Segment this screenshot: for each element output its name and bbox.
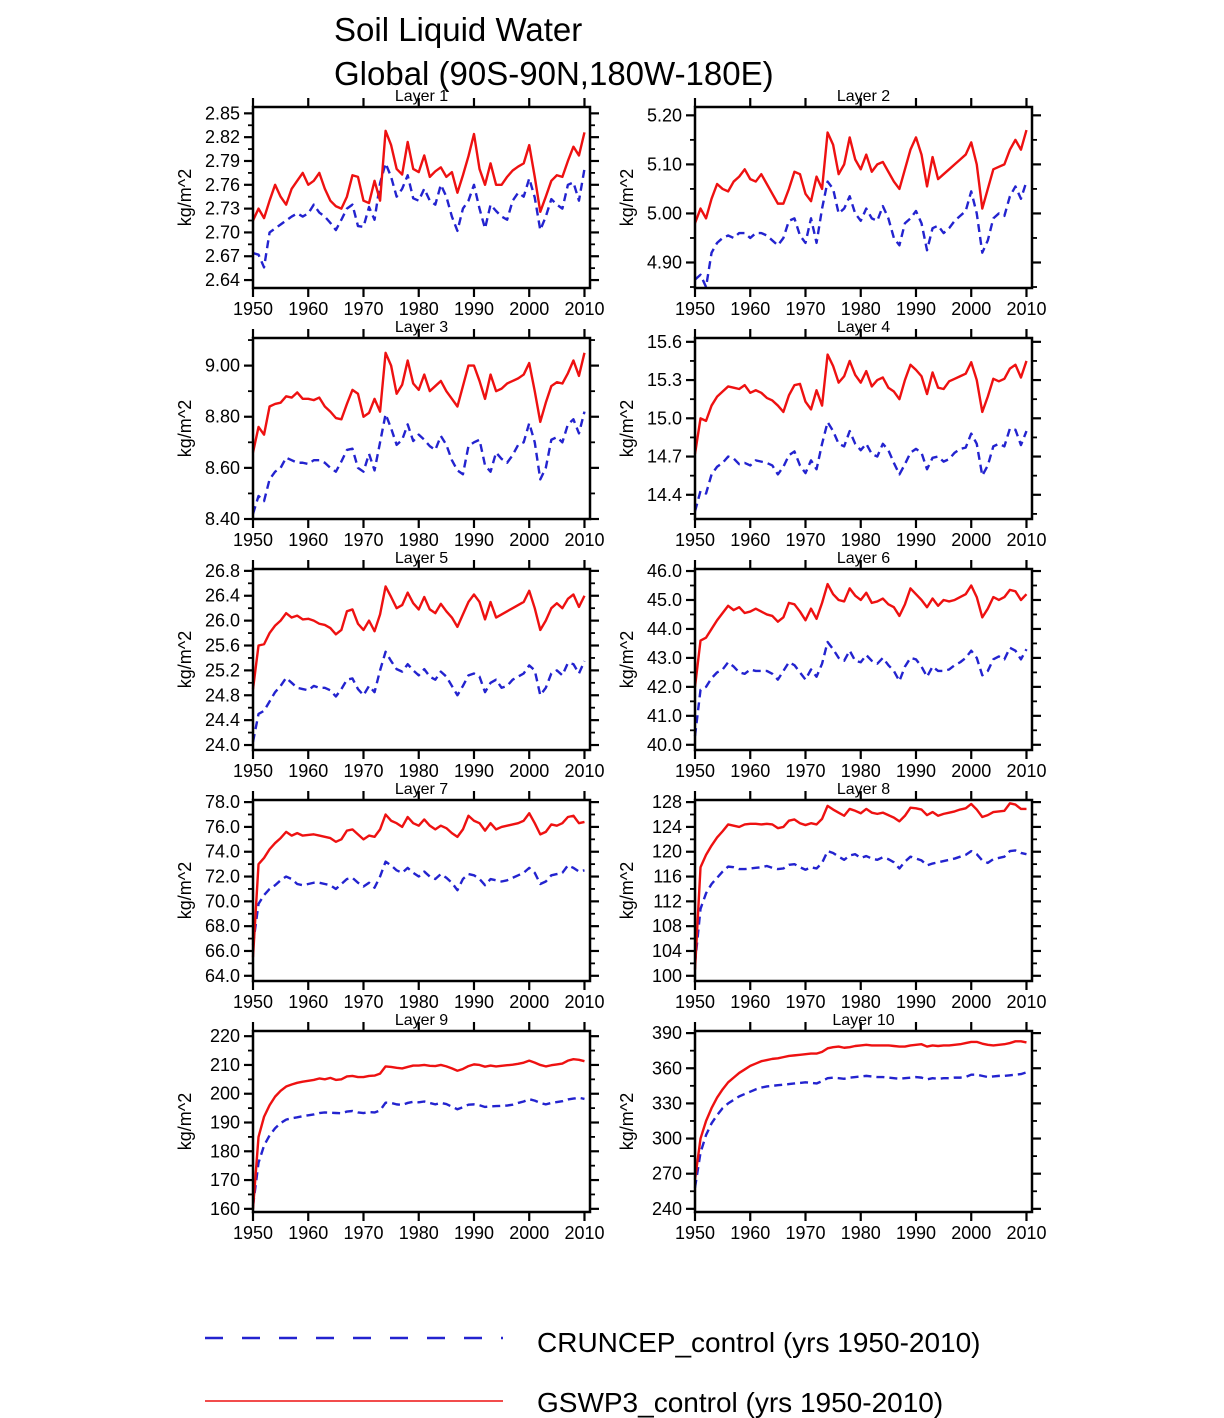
legend-label-gswp3: GSWP3_control (yrs 1950-2010): [537, 1387, 944, 1418]
x-tick-label: 2000: [509, 299, 550, 319]
x-tick-label: 1960: [730, 299, 771, 319]
y-tick-label: 8.80: [204, 406, 240, 427]
panel-layer-1: [175, 88, 604, 319]
y-tick-label: 45.0: [646, 589, 682, 610]
chart-subtitle: Global (90S-90N,180W-180E): [334, 55, 774, 92]
x-tick-label: 1990: [895, 299, 937, 319]
y-tick-label: 14.4: [646, 484, 682, 505]
y-tick-label: 40.0: [646, 734, 682, 755]
panel-layer-8: [617, 781, 1046, 1012]
x-tick-label: 1990: [453, 761, 495, 781]
x-tick-label: 2000: [951, 530, 992, 550]
y-tick-label: 46.0: [646, 561, 682, 582]
x-tick-label: 1970: [785, 761, 826, 781]
x-tick-label: 1960: [730, 761, 771, 781]
panel-title: Layer 4: [836, 319, 891, 336]
y-tick-label: 190: [209, 1112, 240, 1133]
y-tick-label: 170: [209, 1170, 240, 1191]
y-tick-label: 68.0: [204, 916, 240, 937]
series-gswp3_control-line: [253, 353, 584, 453]
y-tick-label: 200: [209, 1083, 240, 1104]
x-tick-label: 2010: [564, 1223, 605, 1243]
y-tick-label: 26.4: [204, 585, 240, 606]
series-gswp3_control-line: [695, 584, 1026, 687]
x-tick-label: 2010: [1006, 992, 1047, 1012]
y-axis-label: kg/m^2: [175, 630, 195, 689]
panel-title: Layer 8: [836, 781, 891, 798]
x-tick-label: 1960: [730, 530, 771, 550]
y-tick-label: 14.7: [646, 446, 682, 467]
x-tick-label: 2010: [564, 299, 605, 319]
x-tick-label: 1980: [840, 1223, 881, 1243]
y-tick-label: 15.6: [646, 331, 682, 352]
series-cruncep_control-line: [253, 1098, 584, 1206]
series-cruncep_control-line: [695, 182, 1026, 287]
y-tick-label: 26.8: [204, 560, 240, 581]
y-axis-label: kg/m^2: [617, 1092, 637, 1151]
x-tick-label: 1960: [730, 1223, 771, 1243]
series-gswp3_control-line: [253, 1059, 584, 1209]
series-cruncep_control-line: [695, 642, 1026, 736]
x-tick-label: 1980: [840, 299, 881, 319]
x-tick-label: 2000: [509, 992, 550, 1012]
series-gswp3_control-line: [253, 813, 584, 957]
y-tick-label: 116: [653, 866, 682, 887]
x-tick-label: 2010: [1006, 1223, 1047, 1243]
panel-layer-10: [617, 1012, 1046, 1243]
y-tick-label: 112: [653, 891, 682, 912]
series-gswp3_control-line: [695, 803, 1026, 969]
y-axis-label: kg/m^2: [175, 168, 195, 227]
y-tick-label: 4.90: [646, 252, 682, 273]
y-axis-label: kg/m^2: [617, 861, 637, 920]
panel-layer-7: [175, 781, 604, 1012]
y-axis-label: kg/m^2: [175, 399, 195, 458]
y-tick-label: 15.3: [646, 370, 682, 391]
x-tick-label: 1990: [453, 299, 495, 319]
y-tick-label: 41.0: [646, 705, 682, 726]
panel-title: Layer 1: [394, 88, 449, 105]
series-cruncep_control-line: [695, 850, 1026, 963]
x-tick-label: 1950: [674, 1223, 716, 1243]
y-tick-label: 15.0: [646, 408, 682, 429]
y-tick-label: 24.8: [204, 685, 240, 706]
axes-frame: [695, 338, 1032, 519]
y-tick-label: 25.2: [204, 660, 240, 681]
x-tick-label: 1970: [785, 299, 826, 319]
x-tick-label: 1960: [288, 530, 329, 550]
y-tick-label: 66.0: [204, 940, 240, 961]
x-tick-label: 1970: [785, 530, 826, 550]
y-tick-label: 24.0: [204, 735, 240, 756]
x-tick-label: 1950: [232, 530, 274, 550]
x-tick-label: 1990: [453, 1223, 495, 1243]
axes-frame: [253, 338, 590, 519]
y-tick-label: 2.79: [204, 150, 240, 171]
x-tick-label: 1970: [343, 530, 384, 550]
panel-title: Layer 9: [394, 1012, 449, 1029]
axes-frame: [253, 569, 590, 750]
x-tick-label: 1970: [343, 299, 384, 319]
legend: [205, 1338, 503, 1401]
x-tick-label: 1980: [398, 1223, 439, 1243]
series-cruncep_control-line: [253, 412, 584, 514]
y-tick-label: 104: [651, 940, 682, 961]
x-tick-label: 2000: [509, 1223, 550, 1243]
y-axis-label: kg/m^2: [617, 399, 637, 458]
y-tick-label: 70.0: [204, 891, 240, 912]
x-tick-label: 2010: [564, 992, 605, 1012]
panel-title: Layer 7: [394, 781, 449, 798]
y-tick-label: 240: [651, 1198, 682, 1219]
panel-title: Layer 2: [836, 88, 891, 105]
y-tick-label: 330: [651, 1093, 682, 1114]
y-tick-label: 9.00: [204, 355, 240, 376]
series-cruncep_control-line: [695, 1072, 1026, 1187]
panel-layer-2: [617, 88, 1046, 319]
y-tick-label: 2.76: [204, 174, 240, 195]
y-tick-label: 8.60: [204, 457, 240, 478]
x-tick-label: 1990: [895, 761, 937, 781]
panel-title: Layer 5: [394, 550, 449, 567]
x-tick-label: 2000: [951, 761, 992, 781]
series-cruncep_control-line: [253, 652, 584, 742]
x-tick-label: 2000: [951, 1223, 992, 1243]
y-axis-label: kg/m^2: [175, 1092, 195, 1151]
series-cruncep_control-line: [695, 422, 1026, 511]
y-tick-label: 300: [651, 1128, 682, 1149]
series-gswp3_control-line: [695, 130, 1026, 223]
y-tick-label: 108: [651, 916, 682, 937]
x-tick-label: 1990: [895, 992, 937, 1012]
y-tick-label: 2.67: [204, 246, 240, 267]
series-gswp3_control-line: [695, 1041, 1026, 1179]
y-tick-label: 74.0: [204, 841, 240, 862]
y-tick-label: 5.00: [646, 203, 682, 224]
panel-layer-3: [175, 319, 604, 550]
x-tick-label: 1960: [288, 761, 329, 781]
x-tick-label: 2010: [1006, 761, 1047, 781]
panel-title: Layer 10: [832, 1012, 895, 1029]
y-tick-label: 5.20: [646, 105, 682, 126]
panel-title: Layer 3: [394, 319, 449, 336]
y-tick-label: 210: [209, 1054, 240, 1075]
x-tick-label: 1950: [674, 530, 716, 550]
y-tick-label: 72.0: [204, 866, 240, 887]
axes-frame: [253, 1031, 590, 1212]
y-tick-label: 220: [209, 1026, 240, 1047]
y-tick-label: 5.10: [646, 154, 682, 175]
panel-layer-4: [617, 319, 1046, 550]
y-tick-label: 42.0: [646, 676, 682, 697]
x-tick-label: 1950: [232, 761, 274, 781]
series-cruncep_control-line: [253, 862, 584, 945]
legend-label-cruncep: CRUNCEP_control (yrs 1950-2010): [537, 1327, 981, 1358]
y-tick-label: 100: [651, 965, 682, 986]
series-gswp3_control-line: [695, 355, 1026, 454]
x-tick-label: 1960: [730, 992, 771, 1012]
y-tick-label: 78.0: [204, 792, 240, 813]
x-tick-label: 1950: [674, 761, 716, 781]
panel-title: Layer 6: [836, 550, 891, 567]
y-axis-label: kg/m^2: [175, 861, 195, 920]
x-tick-label: 1990: [453, 992, 495, 1012]
x-tick-label: 1990: [895, 1223, 937, 1243]
x-tick-label: 2010: [1006, 530, 1047, 550]
panel-layer-5: [175, 550, 604, 781]
y-axis-label: kg/m^2: [617, 168, 637, 227]
x-tick-label: 1980: [398, 992, 439, 1012]
x-tick-label: 1960: [288, 992, 329, 1012]
x-tick-label: 1970: [785, 992, 826, 1012]
x-tick-label: 1950: [232, 992, 274, 1012]
panel-layer-9: [175, 1012, 604, 1243]
y-tick-label: 44.0: [646, 618, 682, 639]
x-tick-label: 2000: [509, 530, 550, 550]
x-tick-label: 1960: [288, 299, 329, 319]
x-tick-label: 1960: [288, 1223, 329, 1243]
x-tick-label: 1970: [343, 1223, 384, 1243]
panel-layer-6: [617, 550, 1046, 781]
x-tick-label: 1980: [398, 299, 439, 319]
y-tick-label: 160: [209, 1198, 240, 1219]
y-tick-label: 390: [651, 1023, 682, 1044]
y-tick-label: 128: [651, 792, 682, 813]
x-tick-label: 1950: [674, 992, 716, 1012]
y-tick-label: 2.64: [204, 270, 240, 291]
axes-frame: [253, 800, 590, 981]
series-gswp3_control-line: [253, 131, 584, 221]
y-tick-label: 180: [209, 1141, 240, 1162]
axes-frame: [253, 107, 590, 288]
x-tick-label: 1990: [453, 530, 495, 550]
x-tick-label: 1980: [398, 761, 439, 781]
x-tick-label: 1950: [232, 299, 274, 319]
x-tick-label: 2000: [509, 761, 550, 781]
x-tick-label: 1980: [840, 992, 881, 1012]
y-tick-label: 64.0: [204, 965, 240, 986]
x-tick-label: 1970: [785, 1223, 826, 1243]
y-tick-label: 26.0: [204, 610, 240, 631]
x-tick-label: 2000: [951, 299, 992, 319]
y-tick-label: 2.73: [204, 198, 240, 219]
x-tick-label: 1980: [398, 530, 439, 550]
x-tick-label: 1980: [840, 530, 881, 550]
y-tick-label: 24.4: [204, 710, 240, 731]
x-tick-label: 1980: [840, 761, 881, 781]
y-tick-label: 124: [651, 816, 682, 837]
x-tick-label: 2000: [951, 992, 992, 1012]
x-tick-label: 2010: [564, 530, 605, 550]
y-tick-label: 2.85: [204, 103, 240, 124]
y-tick-label: 270: [651, 1163, 682, 1184]
y-tick-label: 8.40: [204, 509, 240, 529]
x-tick-label: 1950: [232, 1223, 274, 1243]
x-tick-label: 1990: [895, 530, 937, 550]
y-tick-label: 2.82: [204, 127, 240, 148]
y-tick-label: 2.70: [204, 222, 240, 243]
axes-frame: [695, 800, 1032, 981]
y-tick-label: 120: [651, 841, 682, 862]
y-tick-label: 360: [651, 1058, 682, 1079]
y-tick-label: 43.0: [646, 647, 682, 668]
chart-title: Soil Liquid Water: [334, 11, 583, 48]
y-tick-label: 76.0: [204, 816, 240, 837]
x-tick-label: 2010: [1006, 299, 1047, 319]
y-tick-label: 25.6: [204, 635, 240, 656]
x-tick-label: 2010: [564, 761, 605, 781]
x-tick-label: 1950: [674, 299, 716, 319]
x-tick-label: 1970: [343, 761, 384, 781]
y-axis-label: kg/m^2: [617, 630, 637, 689]
x-tick-label: 1970: [343, 992, 384, 1012]
axes-frame: [695, 1031, 1032, 1212]
